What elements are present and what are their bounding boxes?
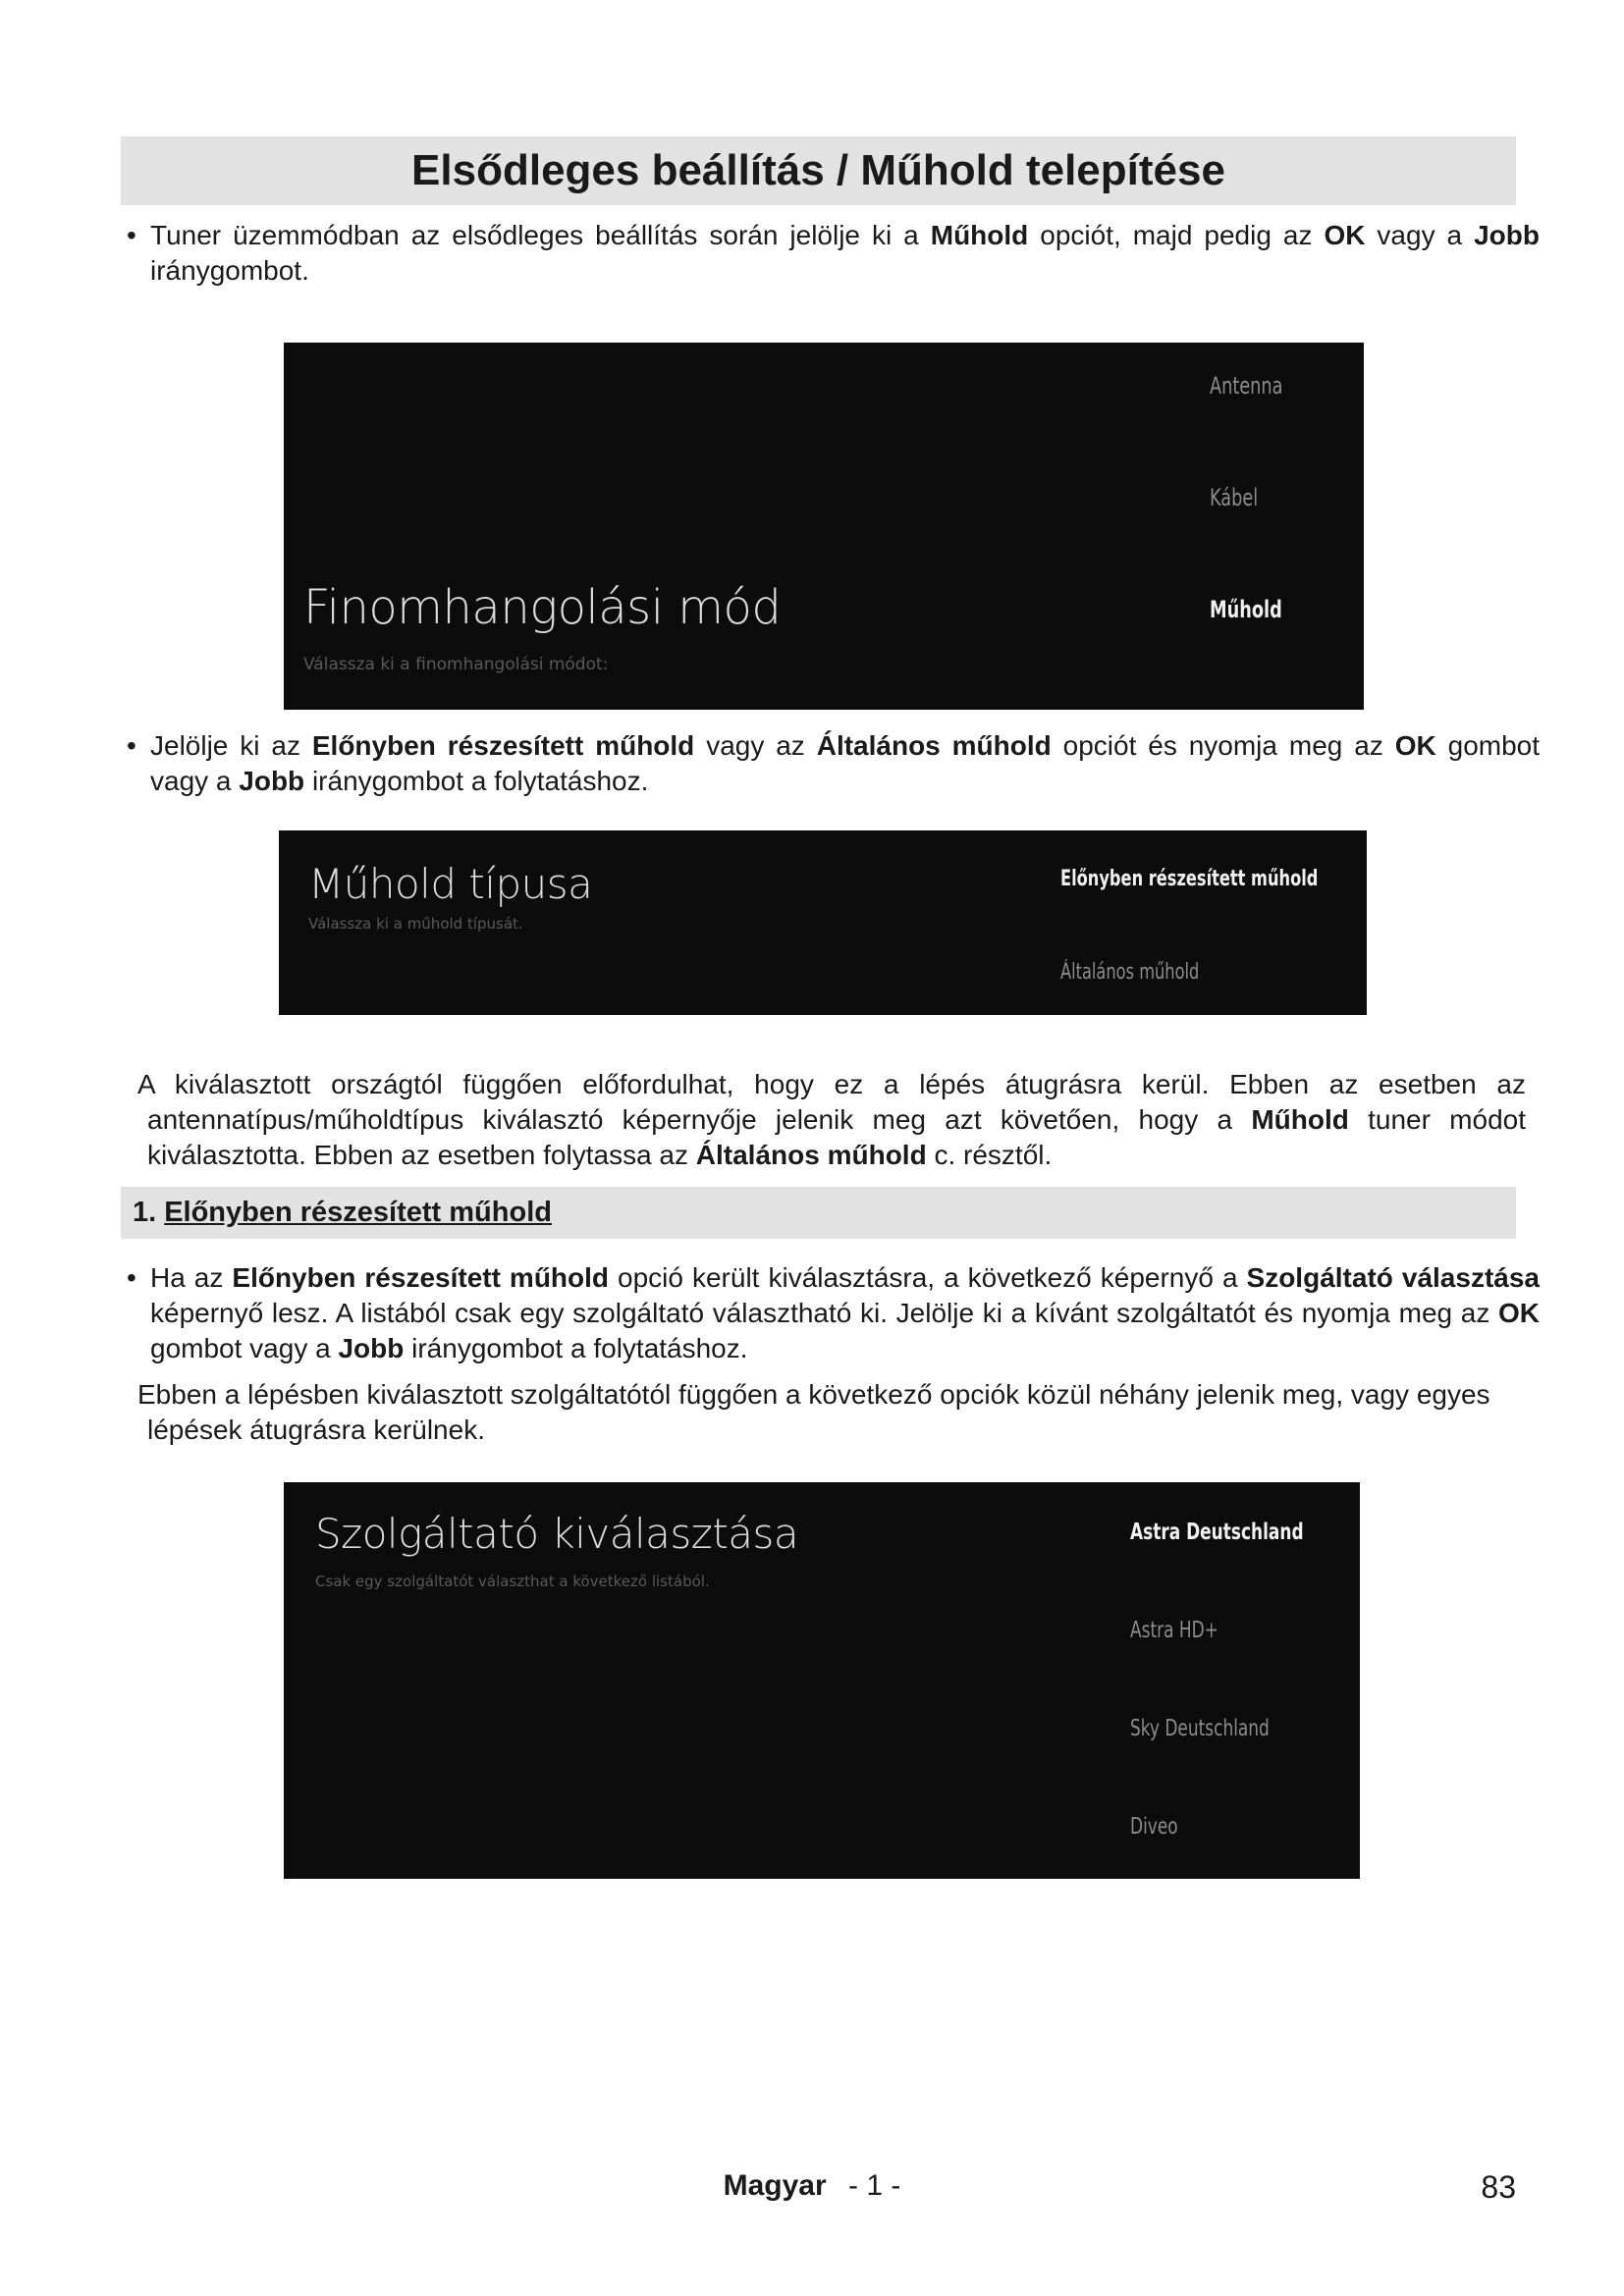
provider-selection-screenshot	[284, 1482, 1360, 1879]
bullet-paragraph-tuner: • Tuner üzemmódban az elsődleges beállítás során jelölje ki a Műhold opciót, majd pedig az OK vagy a Jobb iránygombot.	[127, 218, 1540, 289]
option-sky-deutschland[interactable]: Sky Deutschland	[1130, 1716, 1270, 1741]
footer-label	[0, 2169, 1624, 2203]
option-general-satellite[interactable]: Általános műhold	[1060, 960, 1200, 985]
option-antenna[interactable]: Antenna	[1210, 372, 1283, 400]
bullet-paragraph-satellite-type: • Jelölje ki az Előnyben részesített műhold vagy az Általános műhold opciót és nyomja meg az OK gombot vagy a Jobb iránygombot a folytatáshoz.	[127, 728, 1540, 799]
section-heading-bar	[121, 1187, 1516, 1239]
paragraph-provider-note: Ebben a lépésben kiválasztott szolgáltatótól függően a következő opciók közül néhány jelenik meg, vagy egyes lépések átugrásra kerülnek.	[137, 1379, 1490, 1445]
screen-subtitle: Válassza ki a műhold típusát.	[308, 915, 523, 933]
option-muhold-selected[interactable]: Műhold	[1210, 596, 1282, 623]
tuning-mode-screenshot	[284, 343, 1364, 710]
footer-page-label: - 1 -	[848, 2169, 901, 2202]
section-number: 1.	[133, 1197, 157, 1228]
option-astra-deutschland-selected[interactable]: Astra Deutschland	[1130, 1520, 1304, 1545]
screen-subtitle: Csak egy szolgáltatót választhat a következő listából.	[315, 1573, 710, 1590]
screen-subtitle: Válassza ki a finomhangolási módot:	[303, 655, 609, 674]
option-astra-hd-plus[interactable]: Astra HD+	[1130, 1618, 1218, 1643]
satellite-type-screenshot	[279, 830, 1367, 1015]
page-heading: Elsődleges beállítás / Műhold telepítése	[411, 146, 1225, 194]
screen-title: Műhold típusa	[308, 860, 593, 908]
option-diveo[interactable]: Diveo	[1130, 1814, 1178, 1840]
bullet-paragraph-provider: • Ha az Előnyben részesített műhold opció került kiválasztásra, a következő képernyő a Szolgáltató választása képernyő lesz. A listából csak egy szolgáltató választható ki. Jelölje ki a kívánt szolgáltatót és nyomja meg az OK gombot vagy a Jobb iránygombot a folytatáshoz.	[127, 1260, 1540, 1366]
footer-language: Magyar	[723, 2169, 827, 2202]
section-title: Előnyben részesített műhold	[164, 1197, 552, 1228]
option-kabel[interactable]: Kábel	[1210, 484, 1259, 511]
screen-title: Szolgáltató kiválasztása	[315, 1510, 799, 1558]
screen-title: Finomhangolási mód	[303, 580, 782, 635]
page-number: 83	[1481, 2169, 1516, 2205]
option-preferred-satellite-selected[interactable]: Előnyben részesített műhold	[1060, 867, 1319, 891]
paragraph-country-note: A kiválasztott országtól függően előfordulhat, hogy ez a lépés átugrásra kerül. Ebben az esetben az antennatípus/műholdtípus kiválasztó képernyője jelenik meg azt követően, hogy a Műhold tuner módot kiválasztotta. Ebben az esetben folytassa az Általános műhold c. résztől.	[137, 1069, 1527, 1170]
page-heading-bar	[121, 136, 1516, 205]
